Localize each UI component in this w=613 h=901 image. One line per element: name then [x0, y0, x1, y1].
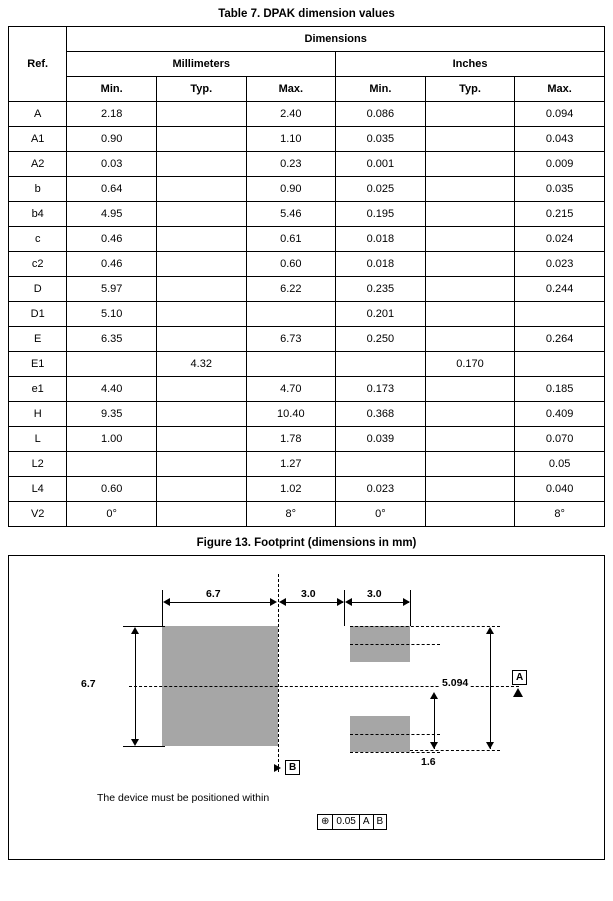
cell-in-max: 0.009	[515, 152, 605, 177]
dim-label-5p094: 5.094	[442, 677, 469, 689]
arrow-down-1p6	[430, 742, 438, 749]
cell-mm-min: 1.00	[67, 427, 157, 452]
cell-ref: e1	[9, 377, 67, 402]
table-body	[9, 102, 605, 527]
arrow-right-3p0-right	[403, 598, 410, 606]
fcf-datum-b: B	[376, 816, 384, 827]
footprint-figure	[8, 555, 605, 860]
header-in-min: Min.	[336, 77, 426, 102]
table-row	[9, 502, 605, 527]
arrow-up-1p6	[430, 692, 438, 699]
cell-in-typ	[425, 127, 515, 152]
table-row	[9, 252, 605, 277]
cell-in-min: 0.086	[336, 102, 426, 127]
arrow-left-6p7-top	[163, 598, 170, 606]
cell-mm-max: 2.40	[246, 102, 336, 127]
cell-ref: A2	[9, 152, 67, 177]
cell-in-typ	[425, 502, 515, 527]
fcf-tolerance: 0.05	[333, 815, 359, 829]
cell-in-min: 0.018	[336, 227, 426, 252]
cell-in-min	[336, 452, 426, 477]
cell-in-typ	[425, 427, 515, 452]
cell-in-typ: 0.170	[425, 352, 515, 377]
feature-control-frame	[317, 814, 387, 830]
datum-b-box: B	[285, 760, 300, 775]
cell-mm-typ	[156, 152, 246, 177]
dim-label-6p7-top: 6.7	[206, 588, 221, 600]
cell-in-max: 8°	[515, 502, 605, 527]
cell-in-typ	[425, 102, 515, 127]
cell-mm-min: 0.46	[67, 252, 157, 277]
dim-line-3p0-left	[281, 602, 343, 603]
cell-mm-typ	[156, 327, 246, 352]
arrow-left-3p0-left	[279, 598, 286, 606]
cell-mm-typ	[156, 277, 246, 302]
cell-in-max: 0.024	[515, 227, 605, 252]
cell-mm-max: 1.78	[246, 427, 336, 452]
cell-mm-min: 0.46	[67, 227, 157, 252]
cell-mm-min: 0.64	[67, 177, 157, 202]
cell-mm-typ	[156, 502, 246, 527]
cell-in-min: 0.235	[336, 277, 426, 302]
header-mm-min: Min.	[67, 77, 157, 102]
cell-mm-min: 4.95	[67, 202, 157, 227]
table-row	[9, 427, 605, 452]
table-row	[9, 227, 605, 252]
arrow-right-3p0-left	[337, 598, 344, 606]
dim-line-3p0-right	[347, 602, 409, 603]
cell-ref: L2	[9, 452, 67, 477]
header-in-max: Max.	[515, 77, 605, 102]
arrow-up-5p094	[486, 627, 494, 634]
extension-line-upper-pad-top	[350, 626, 500, 627]
table-title: Table 7. DPAK dimension values	[218, 8, 395, 20]
cell-in-max: 0.023	[515, 252, 605, 277]
cell-in-min: 0.018	[336, 252, 426, 277]
header-millimeters: Millimeters	[67, 52, 336, 77]
cell-in-max: 0.409	[515, 402, 605, 427]
cell-in-min: 0.250	[336, 327, 426, 352]
table-row	[9, 352, 605, 377]
cell-mm-min: 0.03	[67, 152, 157, 177]
cell-ref: c2	[9, 252, 67, 277]
cell-in-max: 0.05	[515, 452, 605, 477]
header-inches: Inches	[336, 52, 605, 77]
cell-mm-typ	[156, 252, 246, 277]
cell-mm-min: 4.40	[67, 377, 157, 402]
cell-mm-max: 0.90	[246, 177, 336, 202]
cell-in-typ	[425, 177, 515, 202]
cell-in-typ	[425, 377, 515, 402]
cell-in-min: 0.001	[336, 152, 426, 177]
cell-mm-max	[246, 302, 336, 327]
header-ref: Ref.	[9, 27, 67, 102]
cell-mm-typ	[156, 227, 246, 252]
cell-in-min	[336, 352, 426, 377]
arrow-left-3p0-right	[345, 598, 352, 606]
cell-in-max: 0.043	[515, 127, 605, 152]
cell-in-typ	[425, 152, 515, 177]
cell-in-typ	[425, 227, 515, 252]
header-dimensions: Dimensions	[67, 27, 605, 52]
table-row	[9, 177, 605, 202]
cell-mm-min: 9.35	[67, 402, 157, 427]
cell-mm-max: 0.23	[246, 152, 336, 177]
cell-in-max: 0.244	[515, 277, 605, 302]
cell-mm-max: 5.46	[246, 202, 336, 227]
cell-in-min: 0.368	[336, 402, 426, 427]
dim-label-1p6: 1.6	[421, 756, 436, 768]
cell-mm-max: 1.10	[246, 127, 336, 152]
arrow-right-6p7-top	[270, 598, 277, 606]
ext-line-top-left-vert	[123, 626, 165, 627]
cell-mm-min: 0.60	[67, 477, 157, 502]
cell-in-min: 0.201	[336, 302, 426, 327]
dim-label-3p0-left: 3.0	[301, 588, 316, 600]
extension-line-upper-pad-bottom	[350, 644, 440, 645]
cell-mm-max: 4.70	[246, 377, 336, 402]
extension-line-lower-pad-top	[350, 734, 440, 735]
table-row	[9, 277, 605, 302]
cell-in-max: 0.264	[515, 327, 605, 352]
cell-in-max: 0.035	[515, 177, 605, 202]
ext-line-left-top	[162, 590, 163, 626]
cell-ref: c	[9, 227, 67, 252]
fcf-datum-a: A	[360, 815, 374, 829]
cell-in-typ	[425, 327, 515, 352]
cell-in-min: 0.023	[336, 477, 426, 502]
cell-mm-min	[67, 352, 157, 377]
table-row	[9, 202, 605, 227]
extension-line-5p094-bottom	[410, 750, 500, 751]
table-row	[9, 327, 605, 352]
positioning-note: The device must be positioned within	[97, 792, 270, 804]
cell-ref: L	[9, 427, 67, 452]
cell-mm-typ	[156, 202, 246, 227]
cell-mm-typ	[156, 377, 246, 402]
cell-ref: D	[9, 277, 67, 302]
cell-in-max	[515, 352, 605, 377]
cell-in-typ	[425, 452, 515, 477]
footprint-drawing	[19, 564, 594, 849]
table-row	[9, 152, 605, 177]
dim-label-6p7-left: 6.7	[81, 678, 96, 690]
table-row	[9, 377, 605, 402]
cell-in-max: 0.215	[515, 202, 605, 227]
cell-mm-typ	[156, 102, 246, 127]
cell-mm-max: 10.40	[246, 402, 336, 427]
ext-line-bottom-left-vert	[123, 746, 165, 747]
arrow-up-6p7-left	[131, 627, 139, 634]
table-header-row-sub	[9, 77, 605, 102]
table-row	[9, 102, 605, 127]
dim-line-6p7-left	[135, 629, 136, 743]
ext-line-mid-top	[344, 590, 345, 626]
cell-in-max: 0.040	[515, 477, 605, 502]
cell-mm-max	[246, 352, 336, 377]
cell-mm-max: 1.02	[246, 477, 336, 502]
cell-in-max: 0.070	[515, 427, 605, 452]
cell-in-typ	[425, 252, 515, 277]
cell-in-min: 0.039	[336, 427, 426, 452]
cell-in-typ	[425, 402, 515, 427]
cell-ref: E1	[9, 352, 67, 377]
cell-in-max	[515, 302, 605, 327]
header-in-typ: Typ.	[425, 77, 515, 102]
table-row	[9, 452, 605, 477]
cell-mm-min: 2.18	[67, 102, 157, 127]
cell-in-typ	[425, 277, 515, 302]
header-mm-typ: Typ.	[156, 77, 246, 102]
ext-line-right-top	[410, 590, 411, 626]
cell-mm-max: 6.73	[246, 327, 336, 352]
cell-mm-typ	[156, 127, 246, 152]
cell-mm-max: 6.22	[246, 277, 336, 302]
cell-mm-typ	[156, 477, 246, 502]
cell-in-typ	[425, 477, 515, 502]
table-row	[9, 402, 605, 427]
cell-mm-min: 6.35	[67, 327, 157, 352]
cell-ref: L4	[9, 477, 67, 502]
dpak-dimension-table	[8, 26, 605, 527]
cell-mm-typ	[156, 402, 246, 427]
cell-in-max: 0.094	[515, 102, 605, 127]
cell-in-typ	[425, 202, 515, 227]
cell-mm-max: 8°	[246, 502, 336, 527]
cell-in-min: 0.195	[336, 202, 426, 227]
table-header-row-units	[9, 52, 605, 77]
dim-line-5p094	[490, 629, 491, 749]
cell-mm-min	[67, 452, 157, 477]
cell-mm-max: 0.60	[246, 252, 336, 277]
arrow-down-5p094	[486, 742, 494, 749]
datum-b-arrow	[274, 764, 281, 772]
cell-in-typ	[425, 302, 515, 327]
cell-mm-max: 1.27	[246, 452, 336, 477]
cell-in-max: 0.185	[515, 377, 605, 402]
cell-mm-min: 5.97	[67, 277, 157, 302]
cell-mm-max: 0.61	[246, 227, 336, 252]
cell-mm-min: 0°	[67, 502, 157, 527]
cell-ref: E	[9, 327, 67, 352]
dim-line-6p7-top	[165, 602, 275, 603]
cell-mm-typ	[156, 427, 246, 452]
header-mm-max: Max.	[246, 77, 336, 102]
cell-ref: D1	[9, 302, 67, 327]
datum-a-triangle	[513, 688, 523, 697]
datum-a-box: A	[512, 670, 527, 685]
cell-ref: b4	[9, 202, 67, 227]
cell-mm-typ: 4.32	[156, 352, 246, 377]
cell-ref: b	[9, 177, 67, 202]
cell-mm-typ	[156, 177, 246, 202]
cell-ref: A	[9, 102, 67, 127]
arrow-down-6p7-left	[131, 739, 139, 746]
cell-mm-typ	[156, 302, 246, 327]
cell-in-min: 0.173	[336, 377, 426, 402]
table-row	[9, 477, 605, 502]
dim-line-1p6	[434, 694, 435, 749]
table-row	[9, 302, 605, 327]
figure-title: Figure 13. Footprint (dimensions in mm)	[196, 537, 417, 549]
table-header-row-group	[9, 27, 605, 52]
cell-ref: A1	[9, 127, 67, 152]
cell-in-min: 0.035	[336, 127, 426, 152]
position-symbol-icon: ⊕	[318, 815, 333, 829]
table-row	[9, 127, 605, 152]
cell-in-min: 0.025	[336, 177, 426, 202]
cell-mm-min: 5.10	[67, 302, 157, 327]
cell-mm-min: 0.90	[67, 127, 157, 152]
dim-label-3p0-right: 3.0	[367, 588, 382, 600]
cell-ref: V2	[9, 502, 67, 527]
extension-line-lower-pad-bottom	[350, 752, 440, 753]
cell-mm-typ	[156, 452, 246, 477]
cell-ref: H	[9, 402, 67, 427]
cell-in-min: 0°	[336, 502, 426, 527]
